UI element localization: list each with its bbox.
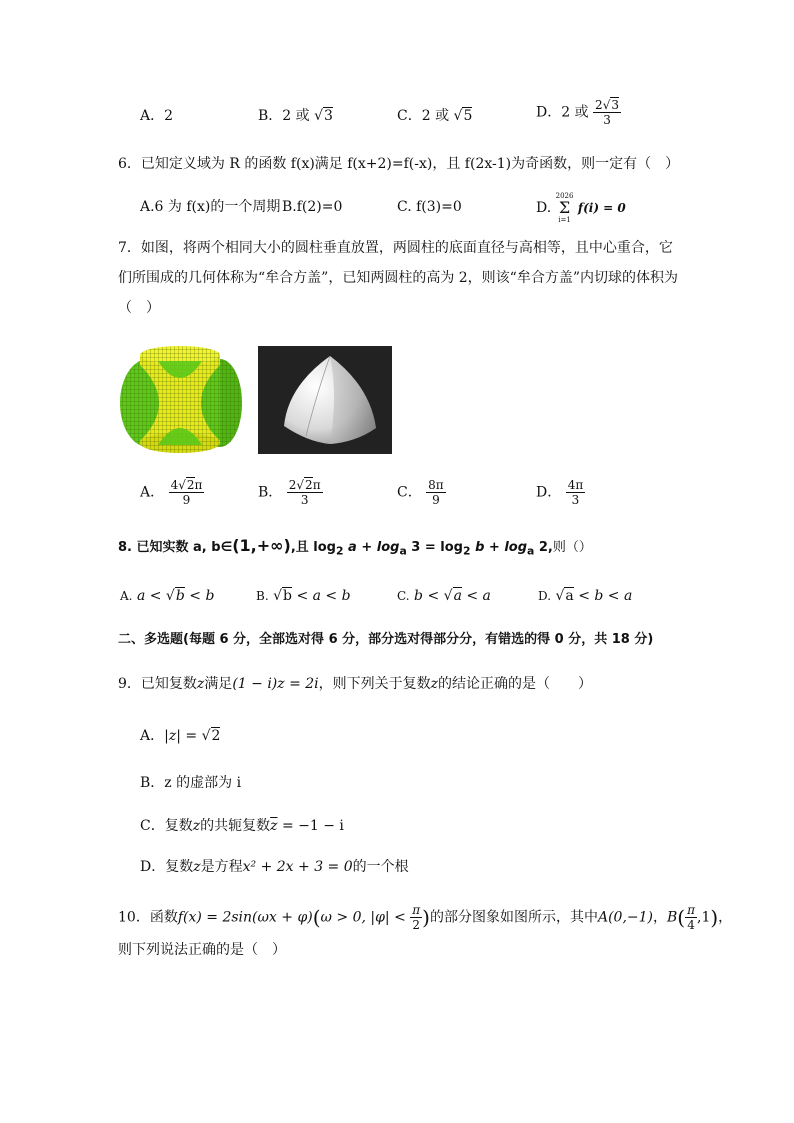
q6-option-a: A.6 为 f(x)的一个周期 — [140, 199, 281, 215]
q7-stem-line2: 们所围成的几何体称为“牟合方盖”，已知两圆柱的高为 2，则该“牟合方盖”内切球的体积为 — [118, 270, 678, 286]
q9-option-a: A．|z| = √2 — [140, 728, 221, 744]
q5-option-c: C．2 或 √5 — [397, 108, 473, 124]
q6-stem: 6．已知定义域为 R 的函数 f(x)满足 f(x+2)=f(-x)，且 f(2x-1)为奇函数，则一定有（ ） — [118, 156, 680, 172]
q7-stem-line3: （ ） — [118, 300, 160, 316]
option-label: B． — [258, 108, 283, 124]
option-text: 2 或 — [561, 104, 589, 121]
fraction: $\frac{4√2\pi}{9}$ — [170, 478, 203, 507]
q8-option-d: D. √a < b < a — [538, 588, 633, 604]
sum-expression: f(i) = 0 — [577, 201, 626, 215]
q8-option-a: A. a < √b < b — [120, 588, 215, 604]
q5-option-a — [140, 106, 173, 126]
mouhefanggai-figure — [258, 346, 392, 454]
option-text: 2 或 — [421, 108, 450, 124]
q9-option-d: D．复数z是方程x² + 2x + 3 = 0的一个根 — [140, 859, 409, 875]
option-label: D． — [536, 104, 562, 121]
option-label: B． — [258, 484, 283, 501]
cylinders-figure — [118, 345, 248, 455]
sqrt-value: 3 — [324, 108, 333, 124]
q8-option-c: C. b < √a < a — [397, 588, 491, 604]
q7-option-b — [258, 478, 323, 507]
option-label: C． — [397, 108, 422, 124]
q9-option-c: C．复数z的共轭复数$\overline{z} = -1 - i$ — [140, 818, 344, 834]
fraction: $\frac{8\pi}{9}$ — [428, 478, 444, 507]
q10-stem-line2: 则下列说法正确的是（ ） — [118, 942, 286, 958]
option-label: A． — [140, 484, 165, 501]
option-value: 2 — [164, 108, 174, 124]
q5-option-b: B．2 或 √3 — [258, 108, 333, 124]
option-label: A． — [140, 108, 165, 124]
q6-option-b: B.f(2)=0 — [282, 199, 343, 215]
q7-option-d — [536, 478, 585, 507]
q5-option-d — [536, 98, 621, 127]
sqrt-value: 5 — [463, 108, 473, 124]
q6-option-d — [536, 192, 626, 224]
sigma-symbol: 2026 Σ i=1 — [555, 192, 574, 224]
fraction: $\frac{2√3}{3}$ — [595, 98, 619, 127]
fraction: $\frac{\pi}{4}$ — [687, 903, 695, 932]
option-text: 2 或 — [282, 108, 310, 124]
fraction: $\frac{2√2\pi}{3}$ — [288, 478, 321, 507]
fraction: $\frac{\pi}{2}$ — [412, 903, 421, 932]
q10-stem-line1: 10．函数f(x) = 2sin(ωx + φ)(ω > 0, |φ| < $\frac{\pi}{2}$ )的部分图象如图所示，其中A(0,−1)，B( $\frac{\pi}{4}$ ,1)， — [118, 903, 733, 932]
option-label: D． — [536, 484, 562, 501]
q9-option-b: B．z 的虚部为 i — [140, 775, 242, 791]
q8-stem: 8. 已知实数 a, b∈(1,+∞),且 $\log_2 a + \log_a 3 = \log_2 b + \log_a 2$,则（） — [118, 536, 592, 558]
fraction: $\frac{4\pi}{3}$ — [567, 478, 584, 507]
option-label: C． — [397, 484, 422, 501]
q7-option-a — [140, 478, 204, 507]
q7-option-c — [397, 478, 446, 507]
q9-stem: 9．已知复数z满足(1 − i)z = 2i，则下列关于复数z的结论正确的是（ ） — [118, 676, 593, 692]
option-label: D. — [536, 200, 552, 216]
q6-option-c: C. f(3)=0 — [397, 199, 462, 215]
section-heading: 二、多选题(每题 6 分，全部选对得 6 分，部分选对得部分分，有错选的得 0 分，共 18 分) — [118, 632, 654, 647]
q7-stem-line1: 7．如图，将两个相同大小的圆柱垂直放置，两圆柱的底面直径与高相等，且中心重合，它 — [118, 240, 673, 256]
q8-option-b: B. √b < a < b — [256, 588, 351, 604]
